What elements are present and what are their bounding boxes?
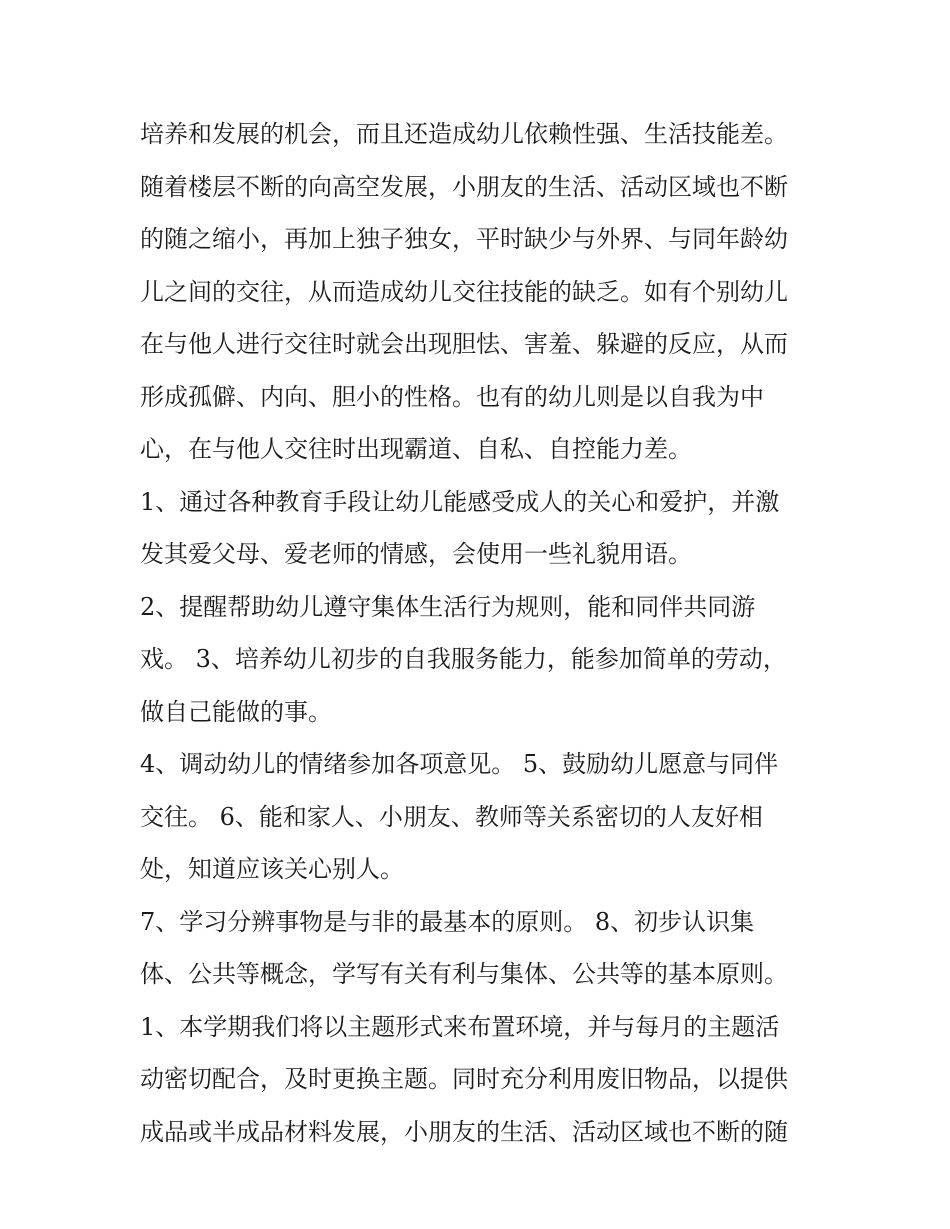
text-line: 交往。 6、能和家人、小朋友、教师等关系密切的人友好相 xyxy=(140,802,763,831)
text-line: 在与他人进行交往时就会出现胆怯、害羞、躲避的反应，从而 xyxy=(140,330,788,358)
text-line: 成品或半成品材料发展，小朋友的生活、活动区域也不断的随 xyxy=(140,1117,788,1146)
text-line: 2、提醒帮助幼儿遵守集体生活行为规则，能和同伴共同游 xyxy=(140,592,756,621)
text-line: 体、公共等概念，学写有关有利与集体、公共等的基本原则。 xyxy=(140,960,788,988)
text-line: 儿之间的交往，从而造成幼儿交往技能的缺乏。如有个别幼儿 xyxy=(140,277,788,306)
text-line: 处，知道应该关心别人。 xyxy=(140,855,404,883)
text-line: 4、调动幼儿的情绪参加各项意见。 5、鼓励幼儿愿意与同伴 xyxy=(140,750,779,778)
text-line: 1、本学期我们将以主题形式来布置环境，并与每月的主题活 xyxy=(140,1012,780,1041)
text-line: 1、通过各种教育手段让幼儿能感受成人的关心和爱护，并激 xyxy=(140,487,780,516)
text-line: 培养和发展的机会，而且还造成幼儿依赖性强、生活技能差。 xyxy=(140,120,788,148)
text-line: 动密切配合，及时更换主题。同时充分利用废旧物品，以提供 xyxy=(140,1065,788,1093)
text-line: 做自己能做的事。 xyxy=(140,697,332,726)
text-line: 7、学习分辨事物是与非的最基本的原则。 8、初步认识集 xyxy=(140,907,755,936)
text-line: 的随之缩小，再加上独子独女，平时缺少与外界、与同年龄幼 xyxy=(140,225,788,253)
text-line: 戏。 3、培养幼儿初步的自我服务能力，能参加简单的劳动， xyxy=(140,645,787,673)
text-line: 形成孤僻、内向、胆小的性格。也有的幼儿则是以自我为中 xyxy=(140,382,764,411)
text-line: 发其爱父母、爱老师的情感，会使用一些礼貌用语。 xyxy=(140,540,692,568)
body-text xyxy=(140,108,840,1158)
text-line: 心，在与他人交往时出现霸道、自私、自控能力差。 xyxy=(140,435,692,463)
text-line: 随着楼层不断的向高空发展，小朋友的生活、活动区域也不断 xyxy=(140,172,788,201)
